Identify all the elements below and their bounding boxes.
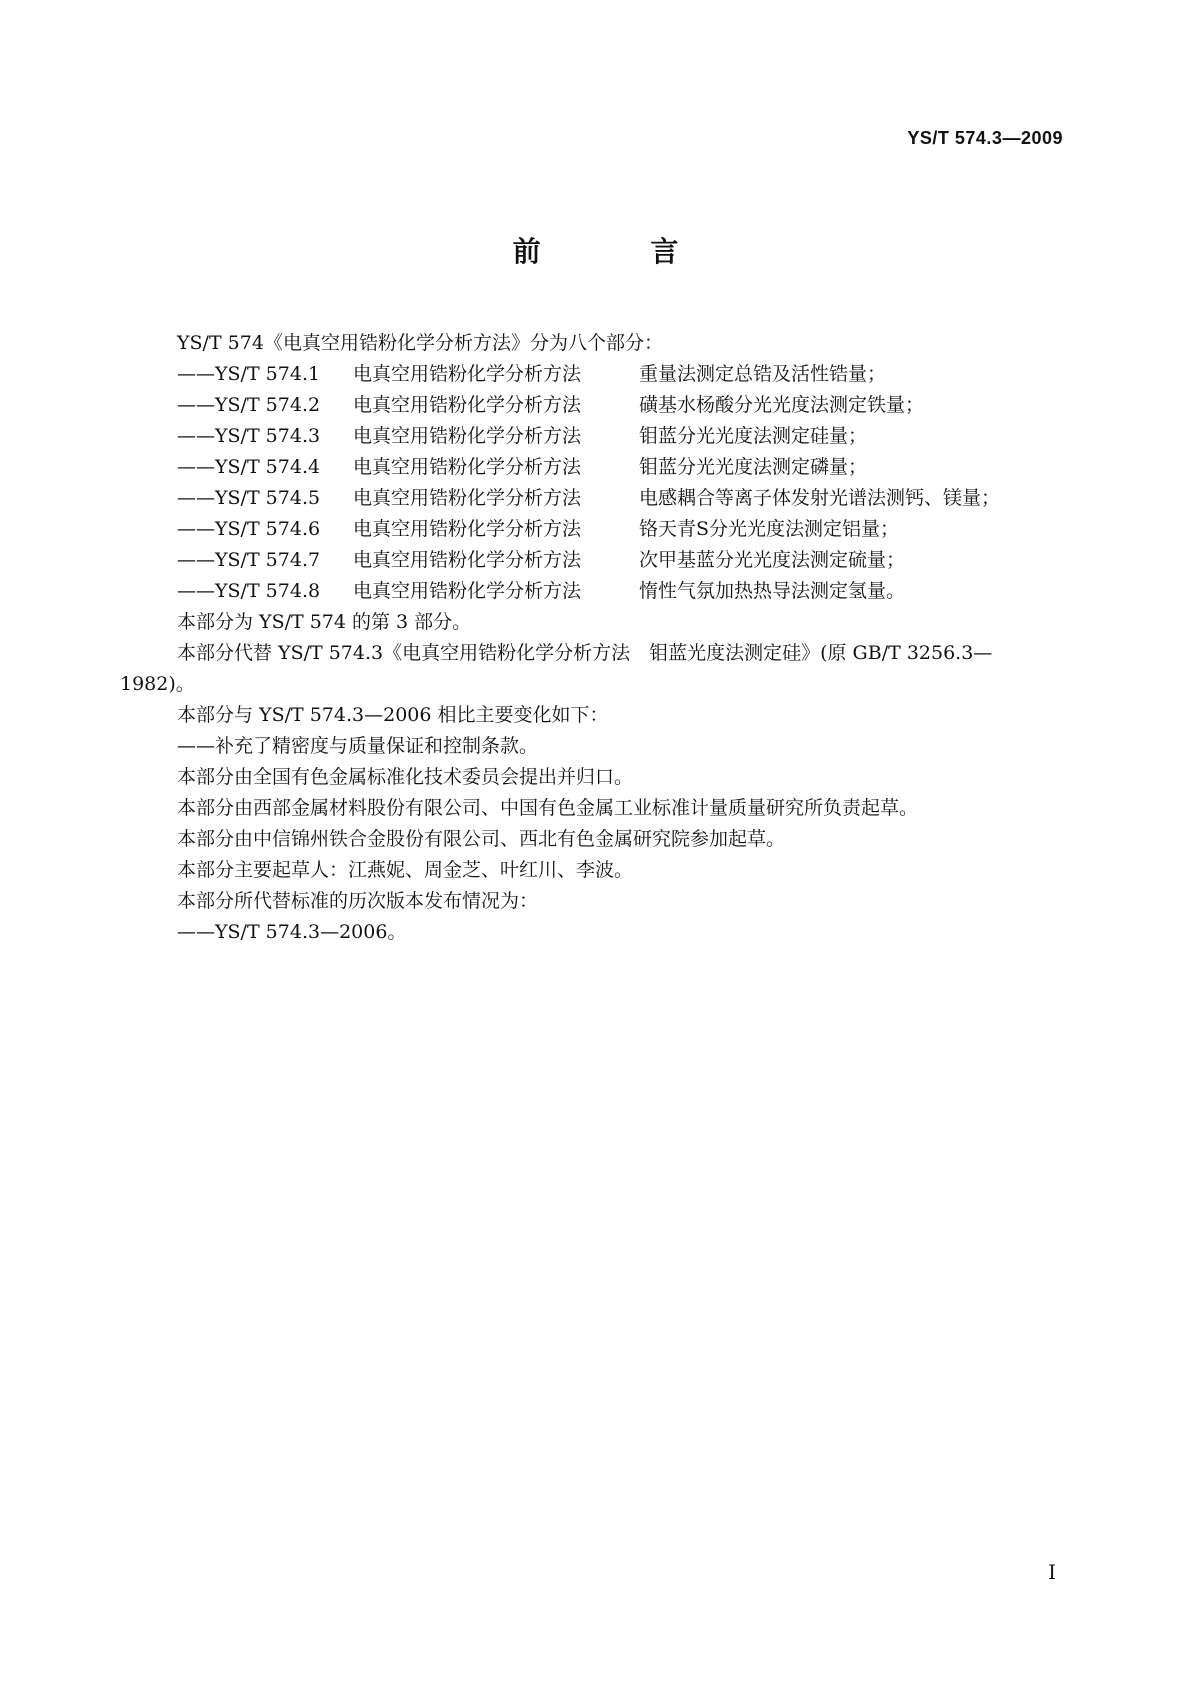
drafters-paragraph: 本部分主要起草人：江燕妮、周金芝、叶红川、李波。 <box>177 859 634 881</box>
part-method: 重量法测定总锆及活性锆量； <box>639 363 887 385</box>
list-item <box>120 359 1060 390</box>
history-intro-paragraph: 本部分所代替标准的历次版本发布情况为： <box>177 890 539 912</box>
change-item: ——补充了精密度与质量保证和控制条款。 <box>177 735 539 757</box>
list-item <box>120 452 1060 483</box>
part-method: 次甲基蓝分光光度法测定硫量； <box>639 549 906 571</box>
part-name: 电真空用锆粉化学分析方法 <box>353 518 582 540</box>
part-method: 电感耦合等离子体发射光谱法测钙、镁量； <box>639 487 1001 509</box>
part-name: 电真空用锆粉化学分析方法 <box>353 549 582 571</box>
part-name: 电真空用锆粉化学分析方法 <box>353 487 582 509</box>
part-method: 铬天青S分光光度法测定铝量； <box>639 518 900 540</box>
intro-paragraph: YS/T 574《电真空用锆粉化学分析方法》分为八个部分： <box>177 332 663 354</box>
part-method: 磺基水杨酸分光光度法测定铁量； <box>639 394 925 416</box>
part-code: ——YS/T 574.4 <box>177 456 321 478</box>
part-code: ——YS/T 574.2 <box>177 394 321 416</box>
part-code: ——YS/T 574.6 <box>177 518 321 540</box>
part-code: ——YS/T 574.1 <box>177 363 321 385</box>
part-of-paragraph: 本部分为 YS/T 574 的第 3 部分。 <box>177 611 472 633</box>
part-name: 电真空用锆粉化学分析方法 <box>353 456 582 478</box>
changes-intro-paragraph: 本部分与 YS/T 574.3—2006 相比主要变化如下： <box>177 704 609 726</box>
part-code: ——YS/T 574.8 <box>177 580 321 602</box>
part-name: 电真空用锆粉化学分析方法 <box>353 394 582 416</box>
list-item <box>120 576 1060 607</box>
drafted-by-paragraph: 本部分由西部金属材料股份有限公司、中国有色金属工业标准计量质量研究所负责起草。 <box>177 797 919 819</box>
replaces-paragraph: 本部分代替 YS/T 574.3《电真空用锆粉化学分析方法 钼蓝光度法测定硅》(原 GB/T 3256.3— <box>177 642 993 664</box>
list-item <box>120 514 1060 545</box>
proposed-by-paragraph: 本部分由全国有色金属标准化技术委员会提出并归口。 <box>177 766 634 788</box>
participated-paragraph: 本部分由中信锦州铁合金股份有限公司、西北有色金属研究院参加起草。 <box>177 828 786 850</box>
standard-code: YS/T 574.3—2009 <box>907 128 1063 148</box>
history-item: ——YS/T 574.3—2006。 <box>177 921 407 943</box>
page-number: I <box>1048 1560 1056 1584</box>
list-item <box>120 390 1060 421</box>
part-code: ——YS/T 574.5 <box>177 487 321 509</box>
list-item <box>120 483 1060 514</box>
part-name: 电真空用锆粉化学分析方法 <box>353 425 582 447</box>
replaces-paragraph-continuation: 1982)。 <box>120 673 195 695</box>
part-code: ——YS/T 574.3 <box>177 425 321 447</box>
part-name: 电真空用锆粉化学分析方法 <box>353 580 582 602</box>
part-name: 电真空用锆粉化学分析方法 <box>353 363 582 385</box>
part-code: ——YS/T 574.7 <box>177 549 321 571</box>
list-item <box>120 545 1060 576</box>
part-method: 钼蓝分光光度法测定磷量； <box>639 456 868 478</box>
list-item <box>120 421 1060 452</box>
part-method: 钼蓝分光光度法测定硅量； <box>639 425 868 447</box>
foreword-body <box>120 328 1060 948</box>
page-title: 前 言 <box>512 235 729 268</box>
parts-list <box>120 359 1060 607</box>
part-method: 惰性气氛加热热导法测定氢量。 <box>639 580 906 602</box>
